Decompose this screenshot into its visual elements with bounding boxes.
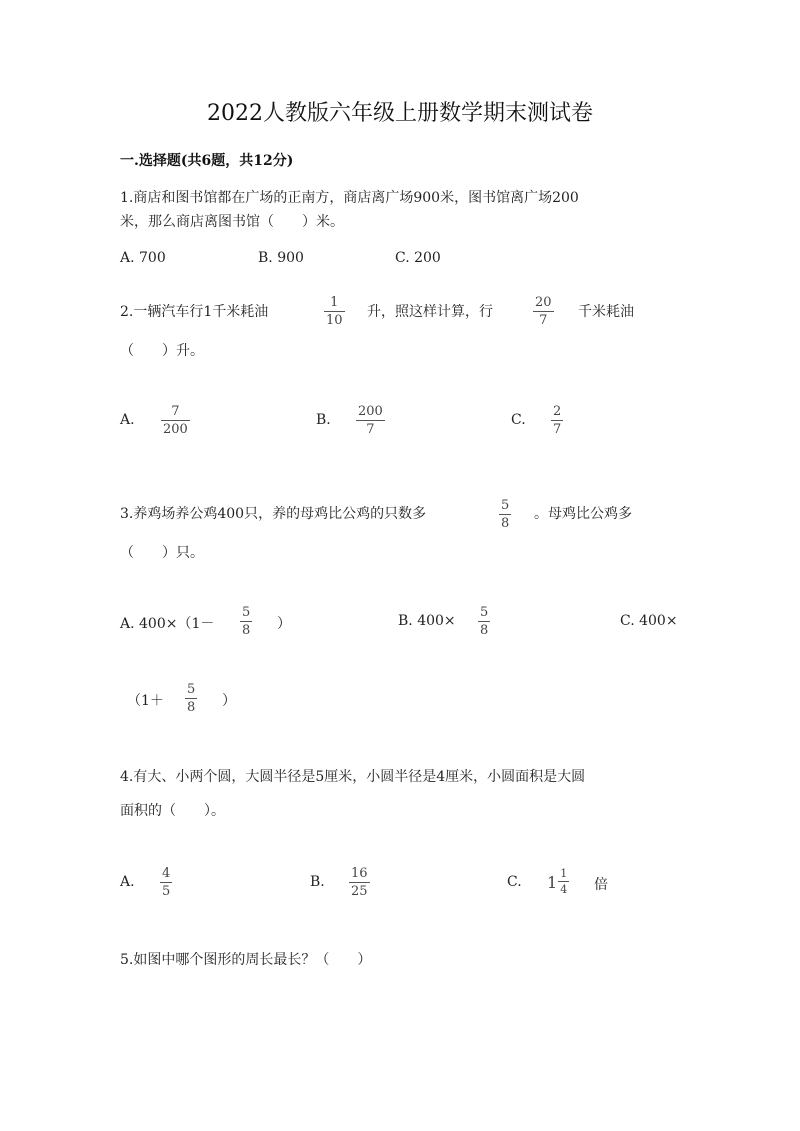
q1-line1: 1.商店和图书馆都在广场的正南方，商店离广场900米，图书馆离广场200 — [120, 190, 579, 206]
q4-line2: 面积的（ ）。 — [120, 803, 225, 819]
mixed-whole: 1 — [547, 872, 558, 892]
fraction-denominator: 10 — [326, 313, 343, 328]
fraction-bar — [478, 621, 490, 622]
fraction-bar — [356, 420, 385, 421]
fraction-numerator: 2 — [553, 404, 562, 419]
fraction-denominator: 7 — [553, 422, 562, 437]
fraction-numerator: 1 — [560, 867, 568, 880]
q2-fraction-fuel — [324, 296, 345, 328]
fraction-numerator: 20 — [535, 295, 552, 310]
q4-option-a-fraction — [160, 867, 172, 899]
mixed-fraction — [558, 868, 569, 896]
q1-option-a: A. 700 — [120, 250, 166, 266]
q3-option-b-text: B. 400× — [398, 613, 456, 629]
fraction-denominator: 8 — [480, 623, 489, 638]
q2-text-part1: 2.一辆汽车行1千米耗油 — [120, 304, 269, 320]
fraction-numerator: 16 — [351, 866, 368, 881]
fraction-denominator: 8 — [242, 623, 251, 638]
q5-line1: 5.如图中哪个图形的周长最长？（ ） — [120, 952, 372, 968]
fraction-bar — [349, 882, 370, 883]
fraction-denominator: 5 — [162, 884, 171, 899]
fraction-numerator: 4 — [162, 866, 171, 881]
fraction-denominator: 7 — [366, 422, 375, 437]
q3-option-b-fraction — [478, 606, 490, 638]
q4-option-b-fraction — [349, 867, 370, 899]
q4-option-c-label: C. — [507, 874, 522, 890]
fraction-denominator: 7 — [539, 313, 548, 328]
q1-line2: 米，那么商店离图书馆（ ）米。 — [120, 214, 344, 230]
q1-option-b: B. 900 — [258, 250, 304, 266]
q2-text-part3: 千米耗油 — [578, 304, 634, 320]
q2-fraction-distance — [533, 296, 554, 328]
q3-line2: （ ）只。 — [120, 545, 204, 561]
fraction-numerator: 5 — [501, 498, 510, 513]
fraction-denominator: 25 — [351, 884, 368, 899]
q2-option-c-fraction — [551, 405, 563, 437]
q2-text-part2: 升，照这样计算，行 — [367, 304, 493, 320]
page-title: 2022人教版六年级上册数学期末测试卷 — [207, 101, 593, 126]
fraction-bar — [499, 514, 511, 515]
q4-option-a-label: A. — [120, 874, 135, 890]
fraction-denominator: 8 — [187, 700, 196, 715]
q3-option-c-cont: （1＋ — [127, 693, 164, 709]
section-heading: 一.选择题(共6题，共12分) — [120, 153, 294, 169]
q4-line1: 4.有大、小两个圆，大圆半径是5厘米，小圆半径是4厘米，小圆面积是大圆 — [120, 769, 586, 785]
q2-option-b-fraction — [356, 405, 385, 437]
q1-option-c: C. 200 — [395, 250, 441, 266]
q3-option-c-fraction — [185, 683, 197, 715]
q2-option-a-fraction — [161, 405, 190, 437]
q2-option-a-label: A. — [120, 412, 135, 428]
q2-option-c-label: C. — [511, 412, 526, 428]
q3-option-a-text: A. 400×（1－ — [120, 616, 215, 632]
fraction-bar — [558, 881, 569, 882]
fraction-numerator: 1 — [330, 295, 339, 310]
q3-text-part1: 3.养鸡场养公鸡400只，养的母鸡比公鸡的只数多 — [120, 506, 427, 522]
fraction-numerator: 5 — [187, 682, 196, 697]
fraction-numerator: 7 — [171, 404, 180, 419]
q4-option-c-unit: 倍 — [594, 877, 608, 893]
q3-option-c-close: ） — [222, 693, 236, 709]
fraction-bar — [324, 311, 345, 312]
q4-option-c-mixed-number — [547, 868, 569, 896]
fraction-numerator: 5 — [242, 605, 251, 620]
fraction-bar — [240, 621, 252, 622]
fraction-denominator: 200 — [163, 422, 188, 437]
fraction-denominator: 4 — [560, 883, 568, 896]
fraction-numerator: 200 — [358, 404, 383, 419]
fraction-bar — [533, 311, 554, 312]
q4-option-b-label: B. — [310, 874, 325, 890]
fraction-bar — [161, 420, 190, 421]
q3-option-a-close: ） — [277, 616, 291, 632]
q3-fraction — [499, 499, 511, 531]
fraction-bar — [551, 420, 563, 421]
fraction-bar — [185, 698, 197, 699]
q2-option-b-label: B. — [316, 412, 331, 428]
q3-option-c-text: C. 400× — [620, 613, 678, 629]
q3-option-a-fraction — [240, 606, 252, 638]
q3-text-part2: 。母鸡比公鸡多 — [534, 506, 632, 522]
q2-line2: （ ）升。 — [120, 343, 204, 359]
fraction-denominator: 8 — [501, 516, 510, 531]
fraction-numerator: 5 — [480, 605, 489, 620]
fraction-bar — [160, 882, 172, 883]
